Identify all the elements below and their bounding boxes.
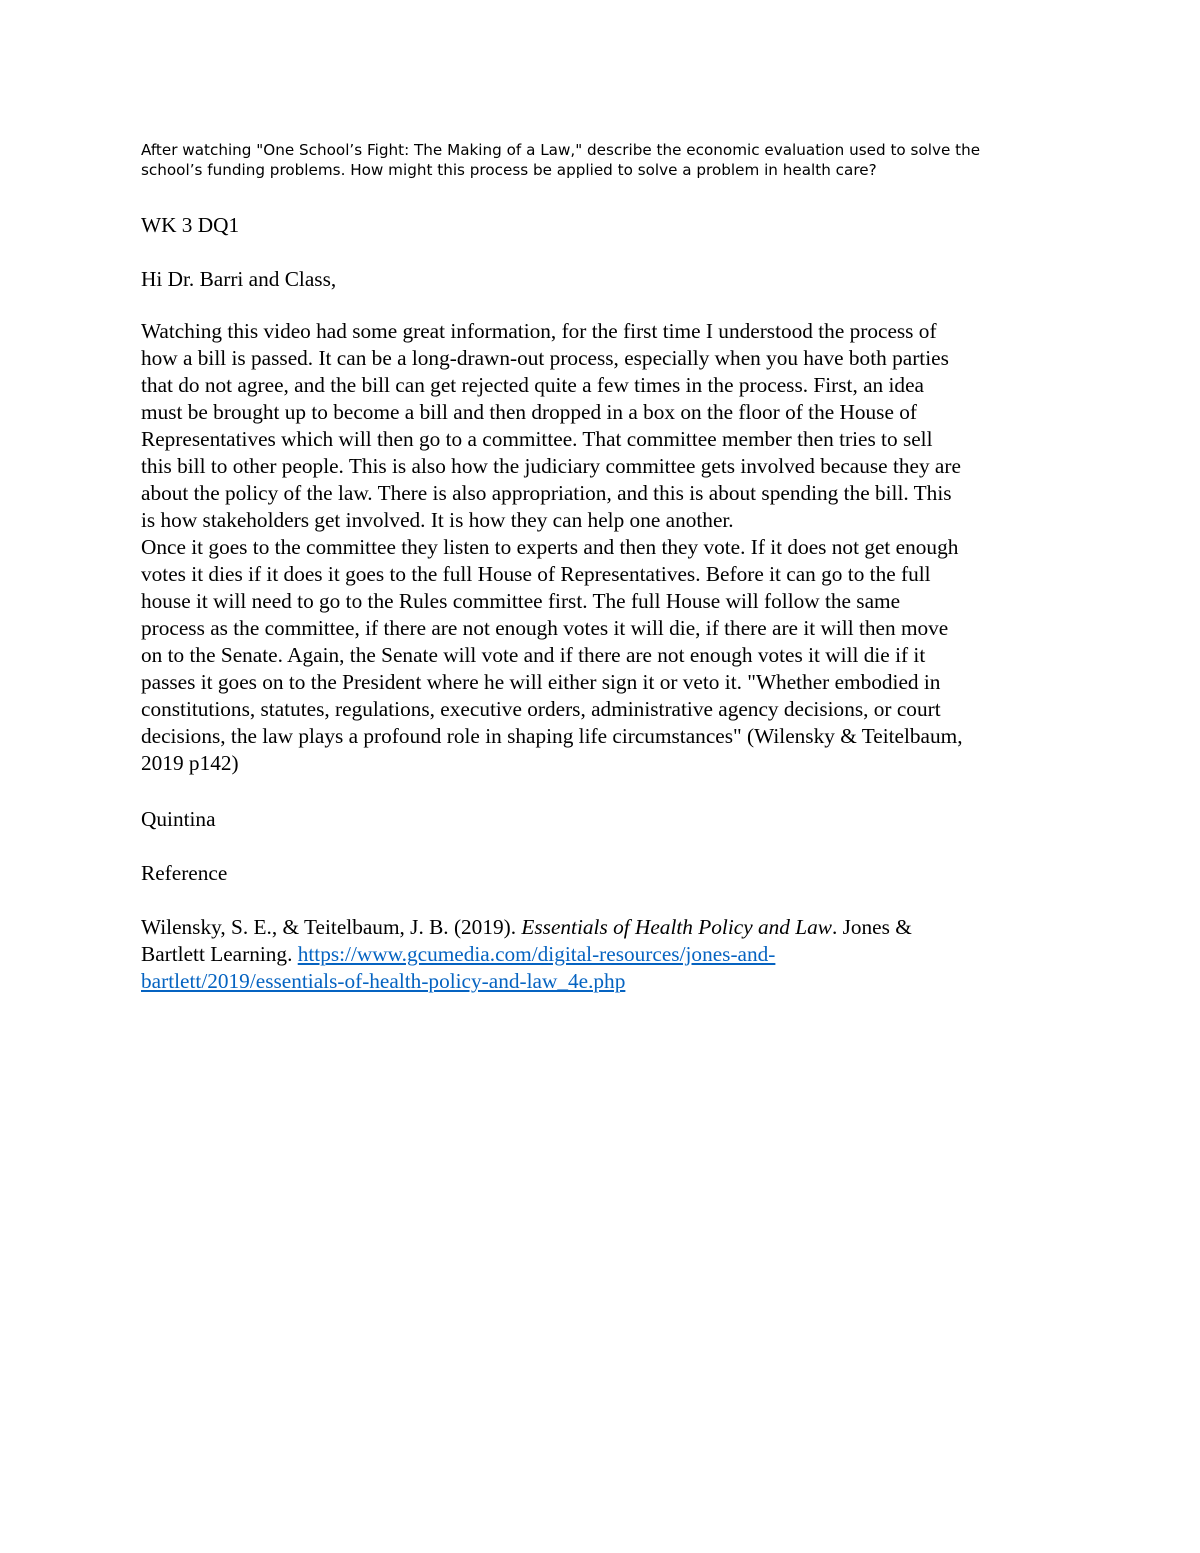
post-body xyxy=(141,318,1061,777)
body-line: is how stakeholders get involved. It is how they can help one another. xyxy=(141,508,734,532)
body-line: decisions, the law plays a profound role in shaping life circumstances" (Wilensky & Teitelbaum, xyxy=(141,724,963,748)
body-line: house it will need to go to the Rules committee first. The full House will follow the same xyxy=(141,589,901,613)
body-line: must be brought up to become a bill and then dropped in a box on the floor of the House of xyxy=(141,400,917,424)
reference-line xyxy=(141,914,1061,941)
body-line: votes it dies if it does it goes to the full House of Representatives. Before it can go to the full xyxy=(141,562,931,586)
body-line: process as the committee, if there are not enough votes it will die, if there are it will then move xyxy=(141,616,949,640)
body-line: this bill to other people. This is also how the judiciary committee gets involved because they are xyxy=(141,454,961,478)
body-line: how a bill is passed. It can be a long-drawn-out process, especially when you have both parties xyxy=(141,346,949,370)
reference-heading: Reference xyxy=(141,861,228,885)
body-line: Representatives which will then go to a committee. That committee member then tries to sell xyxy=(141,427,933,451)
body-line: that do not agree, and the bill can get rejected quite a few times in the process. First, an idea xyxy=(141,373,924,397)
reference-url-link[interactable]: https://www.gcumedia.com/digital-resources/jones-and- xyxy=(297,942,776,966)
reference-line xyxy=(141,941,1061,968)
reference-authors: Wilensky, S. E., & Teitelbaum, J. B. (2019). xyxy=(141,915,522,939)
body-line: 2019 p142) xyxy=(141,751,239,775)
reference-after-title: . Jones & xyxy=(831,915,912,939)
reference-title: Essentials of Health Policy and Law xyxy=(521,915,832,939)
body-line: Once it goes to the committee they listen to experts and then they vote. If it does not get enough xyxy=(141,535,959,559)
signature: Quintina xyxy=(141,807,216,831)
body-line: passes it goes on to the President where he will either sign it or veto it. "Whether embodied in xyxy=(141,670,941,694)
prompt-line: After watching "One School’s Fight: The Making of a Law," describe the economic evaluation used to solve the xyxy=(141,141,981,159)
body-line: constitutions, statutes, regulations, executive orders, administrative agency decisions, or court xyxy=(141,697,941,721)
reference-entry xyxy=(141,914,1061,995)
reference-url-link-continued[interactable]: bartlett/2019/essentials-of-health-policy-and-law_4e.php xyxy=(141,969,626,993)
greeting: Hi Dr. Barri and Class, xyxy=(141,267,337,291)
prompt-line: school’s funding problems. How might this process be applied to solve a problem in health care? xyxy=(141,161,877,179)
body-line: about the policy of the law. There is also appropriation, and this is about spending the bill. This xyxy=(141,481,952,505)
body-line: on to the Senate. Again, the Senate will vote and if there are not enough votes it will die if it xyxy=(141,643,926,667)
reference-line xyxy=(141,968,1061,995)
body-line: Watching this video had some great information, for the first time I understood the process of xyxy=(141,319,937,343)
discussion-prompt xyxy=(141,140,980,180)
reference-publisher: Bartlett Learning. xyxy=(141,942,298,966)
post-title: WK 3 DQ1 xyxy=(141,213,240,237)
